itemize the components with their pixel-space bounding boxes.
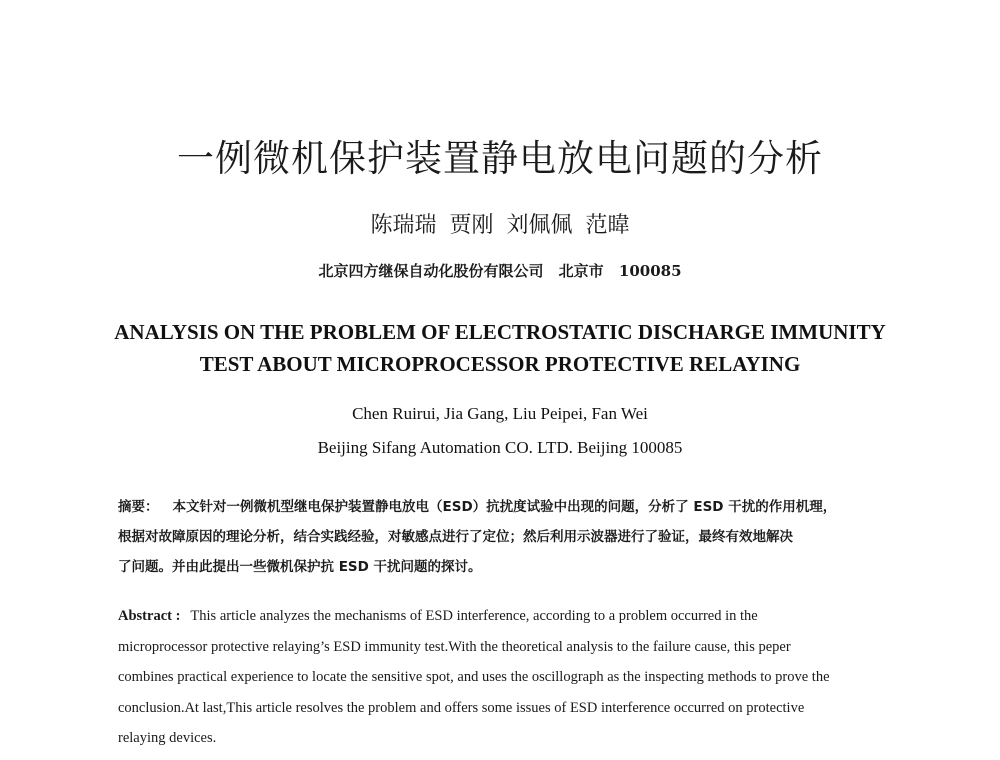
english-authors: Chen Ruirui, Jia Gang, Liu Peipei, Fan Wei bbox=[352, 404, 648, 423]
english-abstract-line: conclusion.At last,This article resolves the problem and offers some issues of ESD interference occurred on protective bbox=[118, 699, 805, 716]
english-title-line-2: TEST ABOUT MICROPROCESSOR PROTECTIVE RELAYING bbox=[199, 352, 801, 376]
chinese-abstract-line: 了问题。并由此提出一些微机保护抗 ESD 干扰问题的探讨。 bbox=[118, 559, 482, 575]
english-title bbox=[0, 316, 1000, 380]
chinese-affiliation: 北京四方继保自动化股份有限公司 北京市 100085 bbox=[318, 262, 682, 280]
english-affiliation: Beijing Sifang Automation CO. LTD. Beijing 100085 bbox=[317, 438, 683, 457]
chinese-abstract bbox=[118, 492, 898, 582]
english-abstract bbox=[118, 601, 898, 754]
chinese-abstract-text: 本文针对一例微机型继电保护装置静电放电（ESD）抗扰度试验中出现的问题，分析了 ESD 干扰的作用机理， bbox=[172, 499, 837, 515]
english-abstract-line: microprocessor protective relaying’s ESD immunity test.With the theoretical analysis to the failure cause, this peper bbox=[118, 638, 791, 655]
english-abstract-line: relaying devices. bbox=[118, 730, 217, 746]
english-abstract-line: combines practical experience to locate the sensitive spot, and uses the oscillograph as the inspecting methods to prove the bbox=[118, 669, 830, 685]
chinese-abstract-label: 摘要： bbox=[118, 499, 159, 515]
english-abstract-line bbox=[118, 601, 898, 632]
english-abstract-text: This article analyzes the mechanisms of ESD interference, according to a problem occurred in the bbox=[190, 608, 758, 624]
chinese-abstract-line: 根据对故障原因的理论分析，结合实践经验，对敏感点进行了定位；然后利用示波器进行了验证，最终有效地解决 bbox=[118, 529, 793, 545]
chinese-abstract-line bbox=[118, 492, 898, 522]
chinese-authors: 陈瑞瑞 贾刚 刘佩佩 范暐 bbox=[370, 213, 630, 238]
chinese-title: 一例微机保护装置静电放电问题的分析 bbox=[177, 137, 823, 180]
english-title-line-1: ANALYSIS ON THE PROBLEM OF ELECTROSTATIC DISCHARGE IMMUNITY bbox=[114, 320, 886, 344]
english-abstract-label: Abstract : bbox=[118, 608, 181, 624]
